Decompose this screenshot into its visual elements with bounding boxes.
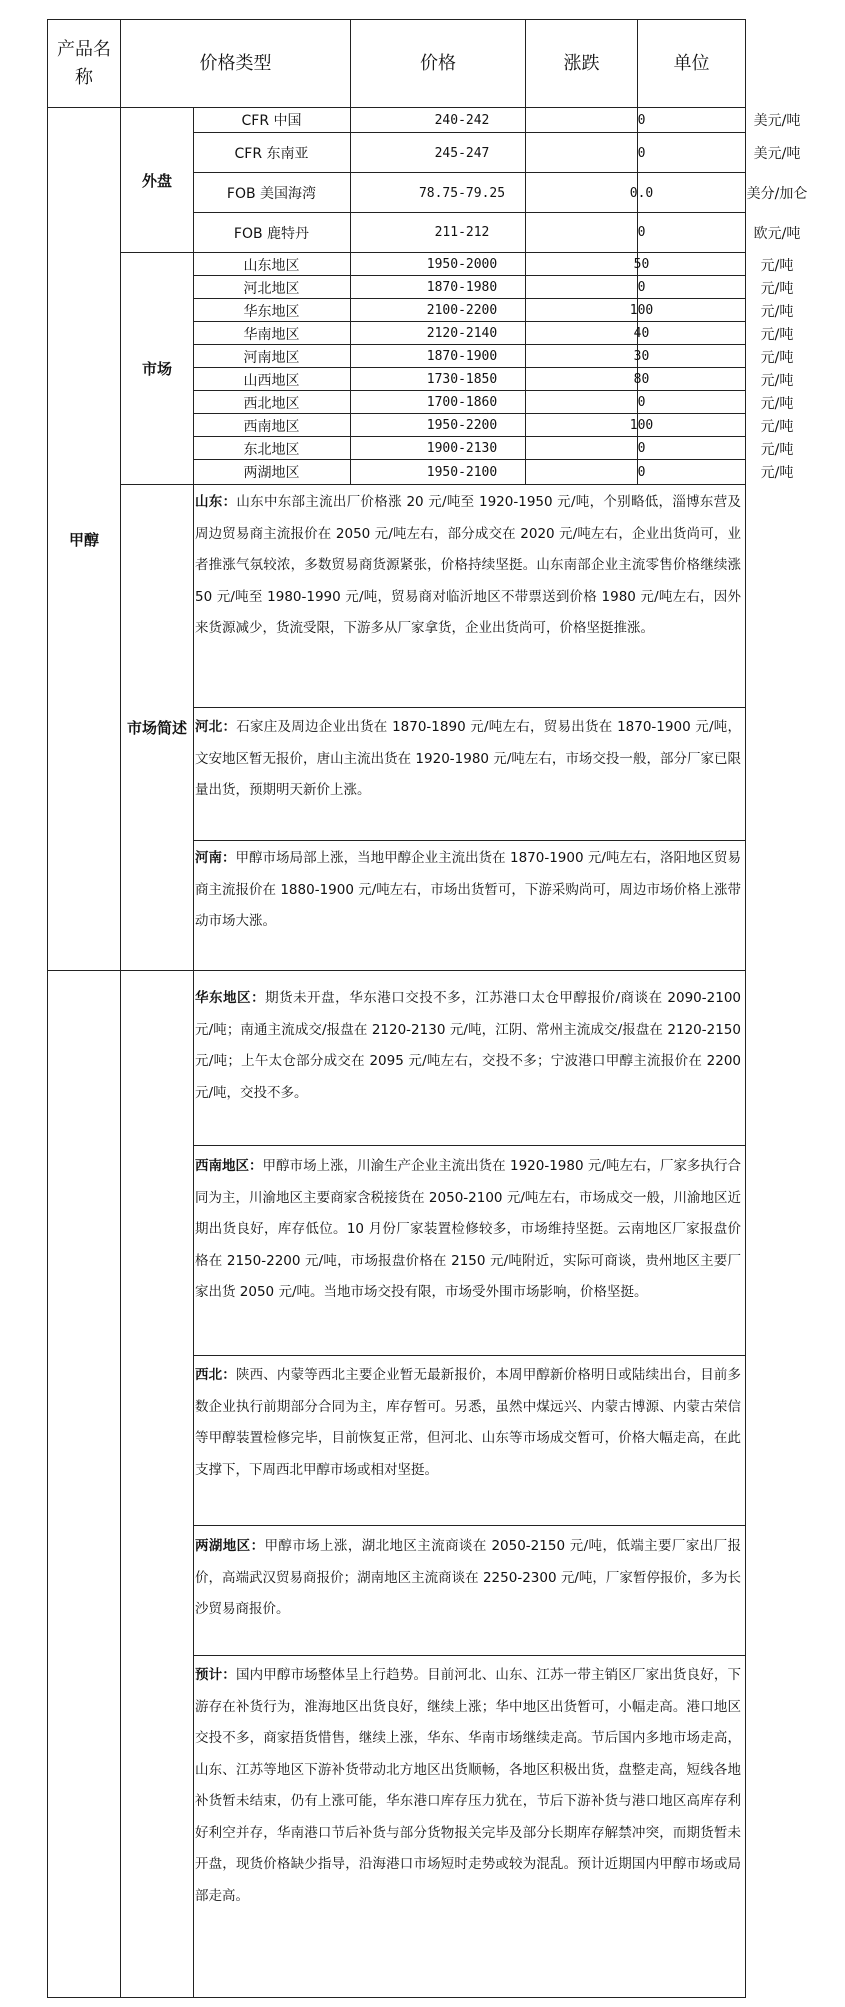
header-product-name: 产品名称 — [57, 38, 111, 88]
change-cell: 0 — [637, 112, 646, 128]
price-type-cell: 河南地区 — [243, 349, 300, 366]
price-cell: 1870-1980 — [426, 280, 498, 295]
price-cell: 78.75-79.25 — [418, 185, 506, 201]
summary-text: 石家庄及周边企业出货在 1870-1890 元/吨左右，贸易出货在 1870-1900 元/吨，文安地区暂无报价，唐山主流出货在 1920-1980 元/吨左右，市场交投一般，部分厂家已限量出货，预期明天新价上涨。 — [195, 719, 742, 798]
table-row — [193, 437, 794, 460]
summary-region: 西北： — [195, 1367, 236, 1383]
change-cell: 100 — [629, 418, 654, 433]
summary-region: 华东地区： — [195, 990, 266, 1006]
summary-text: 期货未开盘，华东港口交投不多，江苏港口太仓甲醇报价/商谈在 2090-2100 元/吨；南通主流成交/报盘在 2120-2130 元/吨，江阴、常州主流成交/报盘在 2120-2150 元/吨；上午太仓部分成交在 2095 元/吨左右，交投不多；宁波港口甲醇主流报价在 2200 元/吨，交投不多。 — [195, 990, 741, 1101]
price-type-cell: 两湖地区 — [243, 465, 300, 481]
price-type-cell: 东北地区 — [243, 441, 300, 458]
unit-cell: 美分/加仑 — [746, 186, 808, 202]
change-cell: 0 — [637, 145, 646, 161]
unit-cell: 元/吨 — [760, 303, 794, 320]
header-price-type: 价格类型 — [199, 52, 272, 74]
table-row — [193, 368, 794, 391]
section-summary-label: 市场简述 — [126, 719, 187, 737]
change-cell: 30 — [633, 349, 650, 364]
table-row — [193, 173, 808, 213]
unit-cell: 元/吨 — [760, 418, 794, 435]
summary-region: 河北： — [195, 719, 237, 735]
price-type-cell: FOB 鹿特丹 — [233, 225, 310, 242]
table-row — [193, 108, 801, 132]
summary-region: 山东： — [195, 494, 237, 510]
price-cell: 245-247 — [434, 145, 490, 161]
row-line — [193, 1655, 746, 1656]
header-change: 涨跌 — [563, 52, 600, 74]
price-cell: 1950-2000 — [426, 257, 498, 272]
row-line — [193, 707, 746, 708]
header-unit: 单位 — [673, 52, 710, 74]
unit-cell: 元/吨 — [760, 441, 794, 458]
table-row — [193, 414, 794, 437]
summary-henan — [195, 843, 741, 938]
unit-cell: 元/吨 — [760, 349, 794, 366]
unit-cell: 美元/吨 — [753, 113, 801, 129]
unit-cell: 元/吨 — [760, 280, 794, 297]
price-cell: 1730-1850 — [426, 372, 498, 387]
price-cell: 211-212 — [434, 225, 490, 240]
summary-northwest — [195, 1360, 741, 1486]
summary-hebei — [195, 712, 741, 807]
summary-text: 陕西、内蒙等西北主要企业暂无最新报价，本周甲醇新价格明日或陆续出台，目前多数企业执行前期部分合同为主，库存暂可。另悉，虽然中煤远兴、内蒙古博源、内蒙古荣信等甲醇装置检修完毕，目前恢复正常，但河北、山东等市场成交暂可，价格大幅走高，在此支撑下，下周西北甲醇市场或相对坚挺。 — [195, 1367, 742, 1478]
summary-region: 西南地区： — [195, 1158, 263, 1174]
price-type-cell: FOB 美国海湾 — [226, 186, 317, 202]
price-type-cell: 山西地区 — [243, 372, 300, 389]
summary-text: 山东中东部主流出厂价格涨 20 元/吨至 1920-1950 元/吨，个别略低，淄博东营及周边贸易商主流报价在 2050 元/吨左右，部分成交在 2020 元/吨左右，企业出货尚可，业者推涨气氛较浓，多数贸易商货源紧张，价格持续坚挺。山东南部企业主流零售价格继续涨 50 元/吨至 1980-1990 元/吨，贸易商对临沂地区不带票送到价格 1980 元/吨左右，因外来货源减少，货流受限，下游多从厂家拿货，企业出货尚可，价格坚挺推涨。 — [195, 494, 741, 636]
unit-cell: 欧元/吨 — [753, 225, 801, 242]
header-price: 价格 — [420, 52, 456, 74]
table-row — [193, 391, 794, 414]
product-group-divider — [47, 970, 746, 971]
price-type-cell: CFR 东南亚 — [234, 146, 309, 162]
summary-hunan-hubei — [195, 1531, 741, 1626]
unit-cell: 美元/吨 — [753, 146, 801, 162]
change-cell: 0 — [637, 225, 646, 240]
price-type-cell: 华东地区 — [243, 303, 300, 320]
row-line — [193, 1145, 746, 1146]
price-type-cell: CFR 中国 — [241, 113, 302, 129]
row-line — [193, 840, 746, 841]
table-row — [193, 299, 794, 322]
unit-cell: 元/吨 — [760, 257, 794, 274]
summary-east-china — [195, 983, 741, 1109]
change-cell: 0 — [637, 441, 646, 456]
summary-text: 国内甲醇市场整体呈上行趋势。目前河北、山东、江苏一带主销区厂家出货良好，下游存在补货行为，淮海地区出货良好，继续上涨；华中地区出货暂可，小幅走高。港口地区交投不多，商家捂货惜售，继续上涨，华东、华南市场继续走高。节后国内多地市场走高，山东、江苏等地区下游补货带动北方地区出货顺畅，各地区积极出货，盘整走高，短线各地补货暂未结束，仍有上涨可能，华东港口库存压力犹在，节后下游补货与港口地区高库存利好利空并存，华南港口节后补货与部分货物报关完毕及部分长期库存解禁冲突，而期货暂未开盘，现货价格缺少指导，沿海港口市场短时走势或较为混乱。预计近期国内甲醇市场或局部走高。 — [195, 1667, 742, 1904]
table-row — [193, 213, 801, 252]
unit-cell: 元/吨 — [760, 372, 794, 389]
price-cell: 2120-2140 — [426, 326, 498, 341]
price-type-cell: 西北地区 — [243, 395, 300, 412]
unit-cell: 元/吨 — [760, 326, 794, 343]
market-summary-divider — [120, 484, 746, 485]
price-type-cell: 西南地区 — [243, 418, 300, 435]
row-line — [193, 1355, 746, 1356]
change-cell: 0 — [637, 280, 646, 295]
summary-region: 预计： — [195, 1667, 236, 1683]
price-cell: 1950-2200 — [426, 418, 498, 433]
price-type-cell: 河北地区 — [243, 280, 300, 297]
table-row — [193, 322, 794, 345]
row-line — [193, 1525, 746, 1526]
summary-region: 河南： — [195, 850, 236, 866]
table-border-bottom — [47, 1997, 746, 1998]
section-market-label: 市场 — [141, 360, 172, 378]
summary-text: 甲醇市场上涨，川渝生产企业主流出货在 1920-1980 元/吨左右，厂家多执行合同为主，川渝地区主要商家含税接货在 2050-2100 元/吨左右，市场成交一般，川渝地区近期出货良好，库存低位。10 月份厂家装置检修较多，市场维持坚挺。云南地区厂家报盘价格在 2150-2200 元/吨，市场报盘价格在 2150 元/吨附近，实际可商谈，贵州地区主要厂家出货 2050 元/吨。当地市场交投有限，市场受外围市场影响，价格坚挺。 — [195, 1158, 742, 1300]
section-foreign-label: 外盘 — [141, 171, 172, 190]
change-cell: 0.0 — [629, 185, 654, 201]
summary-text: 甲醇市场局部上涨，当地甲醇企业主流出货在 1870-1900 元/吨左右，洛阳地区贸易商主流报价在 1880-1900 元/吨左右，市场出货暂可，下游采购尚可，周边市场价格上涨带动市场大涨。 — [195, 850, 742, 929]
table-row — [193, 460, 794, 484]
summary-shandong — [195, 487, 741, 645]
price-cell: 1900-2130 — [426, 441, 498, 456]
price-type-cell: 山东地区 — [243, 257, 300, 274]
change-cell: 80 — [633, 372, 650, 387]
table-row — [193, 345, 794, 368]
price-cell: 1700-1860 — [426, 395, 498, 410]
change-cell: 0 — [637, 395, 646, 410]
summary-text: 甲醇市场上涨，湖北地区主流商谈在 2050-2150 元/吨，低端主要厂家出厂报价，高端武汉贸易商报价；湖南地区主流商谈在 2250-2300 元/吨，厂家暂停报价，多为长沙贸易商报价。 — [195, 1538, 741, 1617]
change-cell: 100 — [629, 303, 654, 318]
price-cell: 1950-2100 — [426, 464, 498, 480]
price-cell: 1870-1900 — [426, 349, 498, 364]
change-cell: 50 — [633, 257, 650, 272]
change-cell: 40 — [633, 326, 650, 341]
unit-cell: 元/吨 — [760, 465, 794, 481]
summary-southwest — [195, 1151, 741, 1309]
summary-region: 两湖地区： — [195, 1538, 265, 1554]
price-cell: 240-242 — [434, 112, 490, 128]
table-row — [193, 133, 801, 173]
unit-cell: 元/吨 — [760, 395, 794, 412]
price-cell: 2100-2200 — [426, 303, 498, 318]
price-type-cell: 华南地区 — [243, 326, 300, 343]
table-row — [193, 276, 794, 299]
table-row — [193, 253, 794, 276]
change-cell: 0 — [637, 464, 646, 480]
summary-forecast — [195, 1660, 741, 1912]
product-label: 甲醇 — [68, 530, 99, 549]
